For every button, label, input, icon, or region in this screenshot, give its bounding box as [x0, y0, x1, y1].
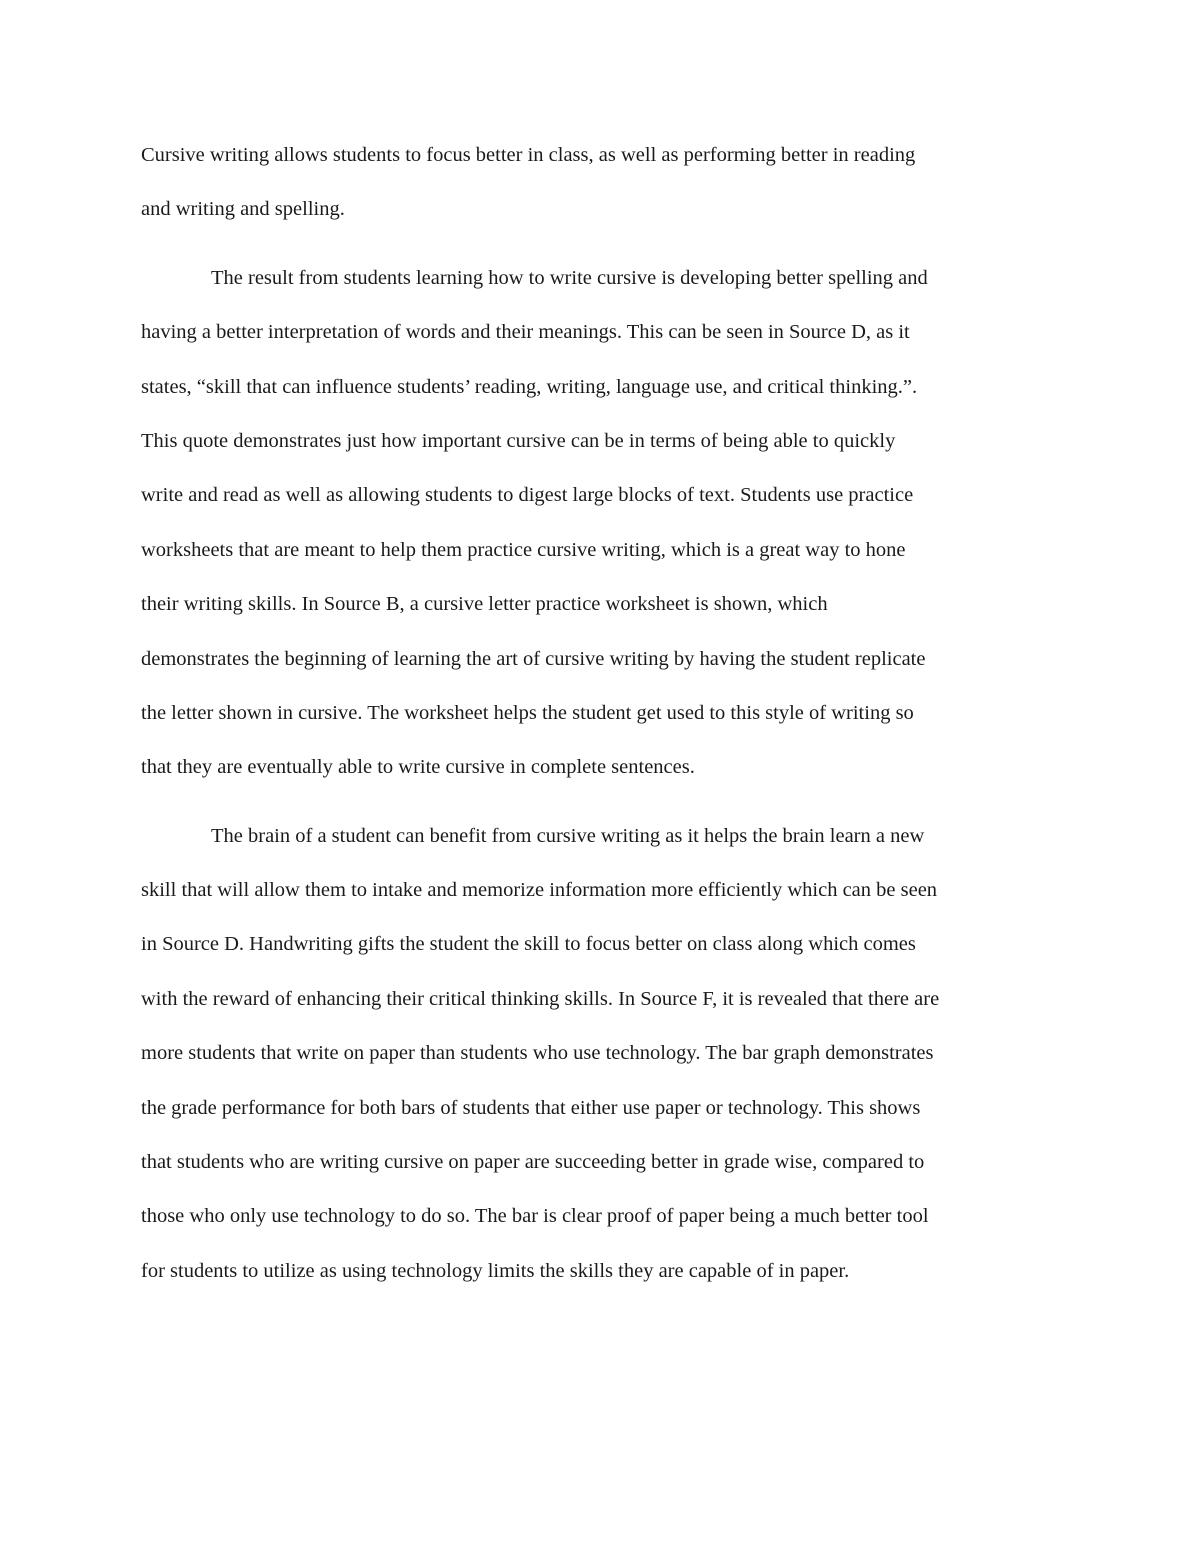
text-line: for students to utilize as using technology limits the skills they are capable of in paper.: [141, 1259, 850, 1282]
text-line: those who only use technology to do so. The bar is clear proof of paper being a much better tool: [141, 1205, 929, 1228]
text-line: the grade performance for both bars of students that either use paper or technology. This shows: [141, 1096, 921, 1119]
text-line: the letter shown in cursive. The worksheet helps the student get used to this style of writing so: [141, 701, 914, 724]
text-line: This quote demonstrates just how important cursive can be in terms of being able to quickly: [141, 429, 896, 452]
text-line: that students who are writing cursive on paper are succeeding better in grade wise, compared to: [141, 1151, 925, 1174]
text-line: and writing and spelling.: [141, 198, 345, 221]
text-line: states, “skill that can influence students’ reading, writing, language use, and critical thinking.”.: [141, 375, 918, 398]
text-line: demonstrates the beginning of learning the art of cursive writing by having the student replicate: [141, 647, 926, 670]
text-line-indented: The result from students learning how to write cursive is developing better spelling and: [211, 266, 928, 289]
text-line: with the reward of enhancing their critical thinking skills. In Source F, it is revealed that there are: [141, 987, 940, 1010]
paragraph-3: [141, 809, 1061, 1299]
text-line: in Source D. Handwriting gifts the student the skill to focus better on class along which comes: [141, 933, 916, 956]
text-line: having a better interpretation of words and their meanings. This can be seen in Source D, as it: [141, 321, 910, 344]
paragraph-1: [141, 128, 1061, 237]
paragraph-spacer: [141, 237, 1061, 251]
document-body: [141, 128, 1061, 1298]
text-line: write and read as well as allowing students to digest large blocks of text. Students use practice: [141, 484, 914, 507]
text-line: worksheets that are meant to help them practice cursive writing, which is a great way to hone: [141, 538, 906, 561]
text-line: that they are eventually able to write cursive in complete sentences.: [141, 756, 695, 779]
text-line: more students that write on paper than students who use technology. The bar graph demonstrates: [141, 1042, 934, 1065]
text-line: Cursive writing allows students to focus better in class, as well as performing better in reading: [141, 144, 916, 166]
text-line-indented: The brain of a student can benefit from cursive writing as it helps the brain learn a new: [211, 824, 925, 847]
text-line: their writing skills. In Source B, a cursive letter practice worksheet is shown, which: [141, 593, 828, 616]
text-line: skill that will allow them to intake and memorize information more efficiently which can be seen: [141, 879, 938, 902]
paragraph-2: [141, 251, 1061, 795]
paragraph-spacer: [141, 795, 1061, 809]
